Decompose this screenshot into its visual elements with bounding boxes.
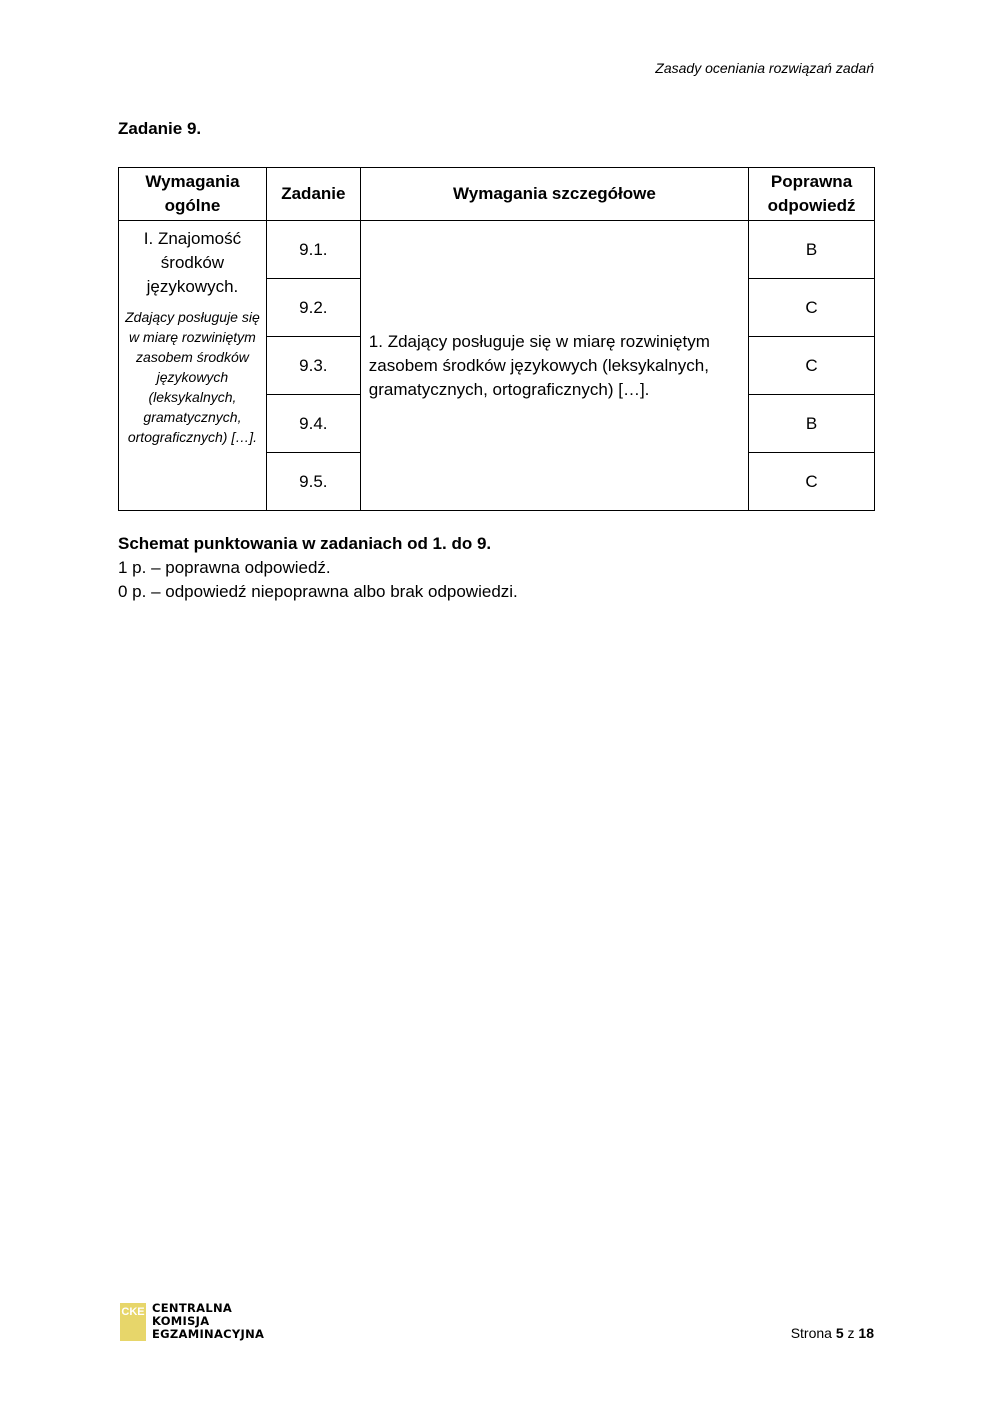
task-number: 9.2. bbox=[266, 279, 360, 337]
cke-logo-mark-text: CKE bbox=[121, 1305, 145, 1318]
general-requirement-sub: Zdający posługuje się w miarę rozwiniętym zasobem środków językowych (leksykalnych, gramatycznych, ortograficznych) […]. bbox=[125, 309, 260, 445]
page-separator: z bbox=[847, 1325, 855, 1341]
scoring-scheme bbox=[118, 532, 518, 604]
cke-logo-text bbox=[152, 1302, 264, 1341]
table-header-row bbox=[119, 168, 875, 221]
running-header: Zasady oceniania rozwiązań zadań bbox=[655, 60, 874, 76]
page-number bbox=[791, 1325, 874, 1341]
task-title: Zadanie 9. bbox=[118, 119, 202, 138]
page-total: 18 bbox=[858, 1325, 874, 1341]
logo-line-3: EGZAMINACYJNA bbox=[152, 1327, 265, 1341]
answer-cell: B bbox=[749, 221, 875, 279]
logo-line-1: CENTRALNA bbox=[152, 1301, 233, 1315]
scoring-line-2: 0 p. – odpowiedź niepoprawna albo brak odpowiedzi. bbox=[118, 582, 518, 601]
header-answer: Poprawna odpowiedź bbox=[749, 168, 875, 221]
page-current: 5 bbox=[835, 1325, 844, 1341]
task-number: 9.5. bbox=[266, 453, 360, 511]
answer-cell: B bbox=[749, 395, 875, 453]
scoring-line-1: 1 p. – poprawna odpowiedź. bbox=[118, 558, 331, 577]
logo-line-2: KOMISJA bbox=[152, 1314, 210, 1328]
scoring-scheme-heading: Schemat punktowania w zadaniach od 1. do 9. bbox=[118, 534, 492, 553]
cke-logo bbox=[120, 1302, 264, 1341]
answer-cell: C bbox=[749, 279, 875, 337]
task-number: 9.1. bbox=[266, 221, 360, 279]
page-prefix: Strona bbox=[790, 1325, 832, 1341]
header-general: Wymagania ogólne bbox=[119, 168, 267, 221]
cke-logo-mark bbox=[120, 1303, 146, 1341]
general-requirement-cell bbox=[119, 221, 267, 511]
table-row bbox=[119, 221, 875, 279]
general-requirement-main: I. Znajomość środków językowych. bbox=[143, 229, 242, 296]
header-detailed: Wymagania szczegółowe bbox=[360, 168, 748, 221]
answer-cell: C bbox=[749, 337, 875, 395]
requirements-table bbox=[118, 167, 875, 511]
detailed-requirement-cell: 1. Zdający posługuje się w miarę rozwiniętym zasobem środków językowych (leksykalnych, gramatycznych, ortograficznych) […]. bbox=[360, 221, 748, 511]
header-task: Zadanie bbox=[266, 168, 360, 221]
task-number: 9.3. bbox=[266, 337, 360, 395]
answer-cell: C bbox=[749, 453, 875, 511]
task-number: 9.4. bbox=[266, 395, 360, 453]
